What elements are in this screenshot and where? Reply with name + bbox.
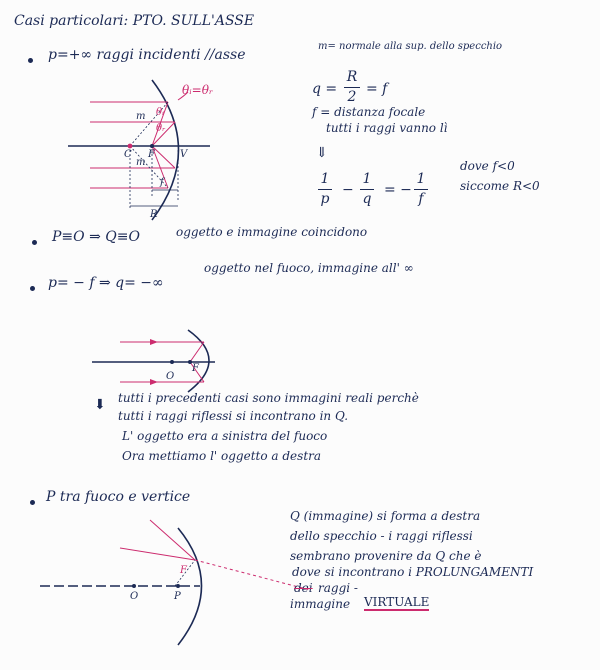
def-rays: tutti i raggi vanno lì bbox=[326, 121, 448, 135]
summary-line2: tutti i raggi riflessi si incontrano in Q. bbox=[118, 409, 349, 423]
fig3-label-O: O bbox=[130, 591, 139, 602]
summary-line3: L' oggetto era a sinistra del fuoco bbox=[122, 429, 328, 443]
eq-q-left: q = bbox=[312, 81, 338, 97]
fig1-label-V: V bbox=[180, 149, 188, 160]
summary-arrow: ⬇ bbox=[94, 397, 106, 413]
summary-line1: tutti i precedenti casi sono immagini reali perchè bbox=[118, 391, 419, 405]
eq-q-den: 2 bbox=[347, 89, 357, 106]
eq2-frac1 bbox=[318, 172, 332, 208]
eq-q-fraction bbox=[344, 70, 360, 106]
fig1-label-m-bot: m bbox=[136, 157, 146, 168]
fig1-label-R: R bbox=[150, 209, 158, 220]
page-title: Casi particolari: PTO. SULL'ASSE bbox=[14, 13, 255, 29]
case3-text: oggetto nel fuoco, immagine all' ∞ bbox=[204, 261, 414, 275]
summary-line4: Ora mettiamo l' oggetto a destra bbox=[122, 449, 322, 463]
def-focal: f = distanza focale bbox=[312, 105, 426, 119]
center-point bbox=[128, 144, 133, 149]
down-arrow-1: ⇓ bbox=[316, 145, 328, 161]
fig3-label-P: P bbox=[174, 591, 181, 602]
fig3-point-P bbox=[176, 584, 180, 588]
reflected-ray-3 bbox=[152, 146, 175, 168]
eq2-minus: − bbox=[342, 182, 354, 198]
eq-q-num: R bbox=[346, 69, 358, 85]
fig2-label-O: O bbox=[166, 371, 175, 382]
fig2-ray-3 bbox=[190, 342, 204, 362]
fig1-label-C: C bbox=[124, 149, 132, 160]
cond-f-neg: dove f<0 bbox=[460, 159, 515, 173]
eq-q-right: = f bbox=[366, 81, 388, 97]
fig1-label-f: f bbox=[160, 177, 164, 188]
fig1-label-theta-i: θᵢ bbox=[156, 107, 165, 118]
fig2-label-F: F bbox=[192, 363, 199, 374]
case4-line3: sembrano provenire da Q che è bbox=[290, 549, 482, 563]
fig3-label-F: F bbox=[180, 565, 187, 576]
fig2-origin bbox=[170, 360, 174, 364]
fig3-origin bbox=[132, 584, 136, 588]
eq2-frac2 bbox=[360, 172, 374, 208]
eq2-d3: f bbox=[418, 191, 424, 208]
bullet-case4 bbox=[30, 500, 35, 505]
eq2-d2: q bbox=[362, 191, 372, 208]
bullet-case2 bbox=[32, 240, 37, 245]
case4-line5b: raggi - bbox=[318, 581, 358, 595]
case4-line2: dello specchio - i raggi riflessi bbox=[290, 529, 473, 543]
case4-line1: Q (immagine) si forma a destra bbox=[290, 509, 481, 523]
focus-point bbox=[150, 144, 154, 148]
cond-R-neg: siccome R<0 bbox=[460, 179, 540, 193]
fig1-label-theta-r: θᵣ bbox=[156, 123, 166, 134]
case1-normal-note: m= normale alla sup. dello specchio bbox=[318, 41, 503, 52]
case4-line4: dove si incontrano i PROLUNGAMENTI bbox=[292, 565, 534, 579]
eq2-eq: = − bbox=[384, 182, 412, 198]
case4-line6a: immagine bbox=[290, 597, 351, 611]
case4-condition: P tra fuoco e vertice bbox=[46, 489, 191, 505]
eq2-frac3 bbox=[414, 172, 428, 208]
bullet-case3 bbox=[30, 286, 35, 291]
case1-condition: p=+∞ raggi incidenti //asse bbox=[48, 47, 246, 63]
case2-condition: P≡O ⇒ Q≡O bbox=[52, 229, 140, 245]
case4-line5a: dei bbox=[294, 581, 313, 595]
eq2-n3: 1 bbox=[416, 171, 426, 187]
case2-text: oggetto e immagine coincidono bbox=[176, 225, 368, 239]
eq2-d1: p bbox=[320, 191, 330, 208]
fig1-label-m-top: m bbox=[136, 111, 146, 122]
eq2-n2: 1 bbox=[362, 171, 372, 187]
fig2-arrowhead-1 bbox=[150, 339, 158, 345]
fig1-label-F: F bbox=[148, 149, 155, 160]
case3-condition: p= − f ⇒ q= −∞ bbox=[48, 275, 164, 291]
angle-label: θᵢ=θᵣ bbox=[182, 83, 214, 97]
eq2-n1: 1 bbox=[320, 171, 330, 187]
fig2-arrowhead-2 bbox=[150, 379, 158, 385]
case4-virtual-label: VIRTUALE bbox=[364, 595, 430, 609]
